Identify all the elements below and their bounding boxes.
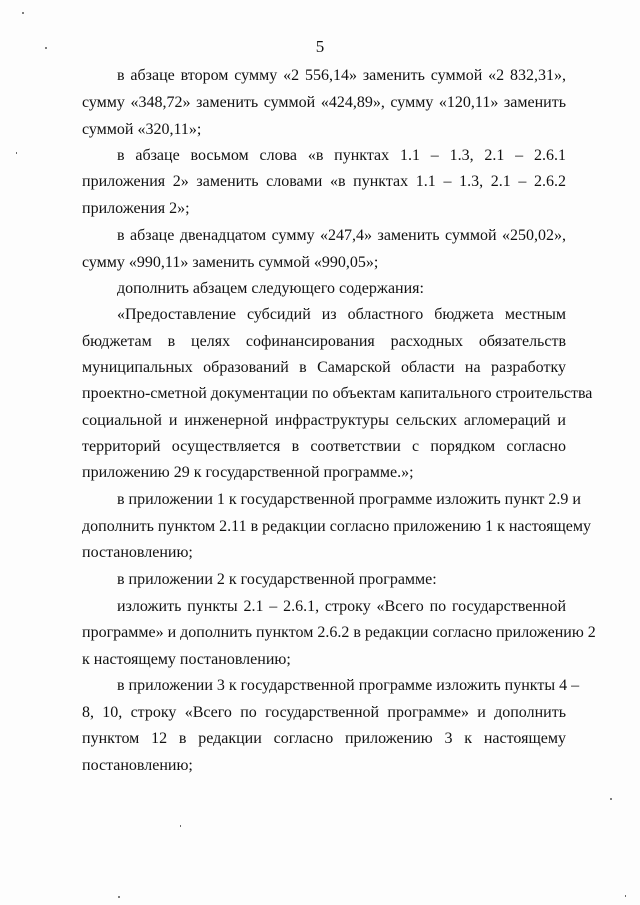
scan-speck	[118, 896, 120, 898]
text-line: дополнить абзацем следующего содержания:	[117, 280, 424, 297]
text-line: дополнить пунктом 2.11 в редакции согласно приложению 1 к настоящему	[82, 518, 591, 535]
scan-speck	[610, 798, 612, 800]
text-line: пунктом 12 в редакции согласно приложению 3 к настоящему	[82, 730, 566, 747]
scan-speck	[180, 825, 181, 827]
text-line: в абзаце восьмом слова «в пунктах 1.1 – 1.3, 2.1 – 2.6.1	[117, 147, 566, 164]
text-line: постановлению;	[82, 544, 193, 561]
text-line: суммой «320,11»;	[82, 121, 202, 138]
text-line: 8, 10, строку «Всего по государственной программе» и дополнить	[82, 704, 566, 721]
scan-speck	[45, 47, 47, 49]
text-line: территорий осуществляется в соответствии с порядком согласно	[82, 438, 566, 455]
page-number: 5	[315, 37, 325, 56]
text-line: в абзаце двенадцатом сумму «247,4» заменить суммой «250,02»,	[117, 227, 566, 244]
text-line: муниципальных образований в Самарской области на разработку	[82, 359, 566, 376]
text-line: к настоящему постановлению;	[82, 651, 291, 668]
text-line: приложения 2»;	[82, 200, 190, 217]
text-line: изложить пункты 2.1 – 2.6.1, строку «Всего по государственной	[117, 598, 566, 615]
scan-speck	[16, 152, 17, 154]
scan-speck	[22, 12, 24, 14]
text-line: в приложении 1 к государственной программе изложить пункт 2.9 и	[117, 491, 581, 508]
text-line: программе» и дополнить пунктом 2.6.2 в редакции согласно приложению 2	[82, 624, 596, 641]
text-line: сумму «348,72» заменить суммой «424,89», сумму «120,11» заменить	[82, 94, 566, 111]
text-line: приложения 2» заменить словами «в пунктах 1.1 – 1.3, 2.1 – 2.6.2	[82, 173, 566, 190]
text-line: в абзаце втором сумму «2 556,14» заменить суммой «2 832,31»,	[117, 67, 566, 84]
text-line: сумму «990,11» заменить суммой «990,05»;	[82, 254, 379, 271]
text-line: приложению 29 к государственной программе.»;	[82, 464, 414, 481]
text-line: в приложении 3 к государственной программе изложить пункты 4 –	[117, 677, 580, 694]
scan-speck	[625, 895, 626, 897]
text-line: социальной и инженерной инфраструктуры сельских агломераций и	[82, 412, 566, 429]
text-line: постановлению;	[82, 757, 193, 774]
text-line: бюджетам в целях софинансирования расходных обязательств	[82, 333, 566, 350]
text-line: проектно-сметной документации по объектам капитального строительства	[82, 385, 593, 402]
text-line: в приложении 2 к государственной программе:	[117, 571, 437, 588]
text-line: «Предоставление субсидий из областного бюджета местным	[117, 306, 566, 323]
